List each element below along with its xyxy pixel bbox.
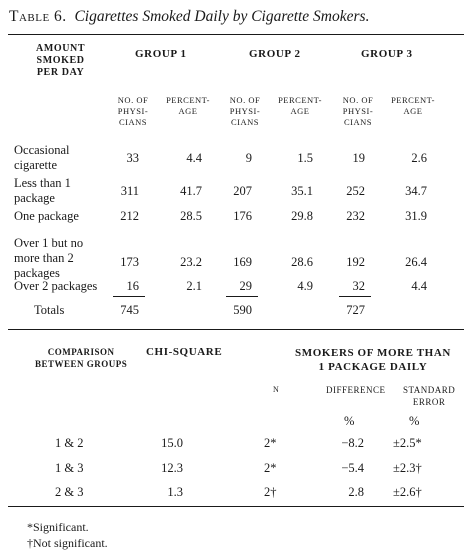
difference-header: DIFFERENCE — [326, 385, 386, 395]
subheader-line: PHYSI- — [229, 106, 261, 116]
subheader-line: NO. OF — [117, 95, 149, 105]
row-label-line: cigarette — [14, 158, 58, 172]
subheader-line: NO. OF — [342, 95, 374, 105]
cell-g1-no: 33 — [126, 151, 139, 165]
cell-g2-no: 207 — [233, 184, 252, 198]
cell-g1-no: 311 — [120, 184, 139, 198]
row-label-less-than-1 — [14, 176, 71, 206]
row-label-line: Over 1 but no — [14, 236, 84, 250]
total-g1: 745 — [120, 303, 139, 317]
comparison-pair: 1 & 2 — [55, 436, 84, 450]
stub-header-line: AMOUNT — [36, 43, 86, 54]
subheader-line: NO. OF — [229, 95, 261, 105]
subheader-line: PERCENT- — [278, 95, 322, 105]
cell-g1-no: 212 — [120, 209, 139, 223]
header-line: STANDARD — [403, 385, 456, 395]
difference-value: −8.2 — [341, 436, 364, 450]
top-rule — [8, 34, 464, 35]
cell-g3-no: 19 — [352, 151, 365, 165]
subheader-line: CIANS — [230, 117, 259, 127]
cell-g2-pct: 4.9 — [297, 279, 313, 293]
subheader-line: CIANS — [118, 117, 147, 127]
n-value: 2* — [264, 461, 277, 475]
total-rule-g1 — [113, 296, 145, 297]
cell-g3-pct: 2.6 — [411, 151, 427, 165]
row-label-line: package — [14, 191, 55, 205]
header-line: 1 PACKAGE DAILY — [318, 361, 428, 373]
total-g2: 590 — [233, 303, 252, 317]
cell-g1-pct: 28.5 — [180, 209, 202, 223]
subheader-line: AGE — [403, 106, 423, 116]
chi-square-header: CHI-SQUARE — [146, 346, 223, 358]
difference-value: 2.8 — [348, 485, 364, 499]
header-line: ERROR — [412, 397, 446, 407]
total-rule-g2 — [226, 296, 258, 297]
cell-g3-no: 32 — [352, 279, 365, 293]
cell-g3-pct: 26.4 — [405, 255, 427, 269]
cell-g3-no: 232 — [346, 209, 365, 223]
g1-pct-header — [160, 95, 216, 117]
stub-header — [36, 43, 85, 79]
subheader-line: PERCENT- — [166, 95, 210, 105]
cell-g2-pct: 1.5 — [297, 151, 313, 165]
cell-g2-no: 9 — [245, 151, 252, 165]
g2-no-header — [220, 95, 270, 128]
subheader-line: PHYSI- — [342, 106, 374, 116]
cell-g2-pct: 29.8 — [291, 209, 313, 223]
cell-g1-pct: 2.1 — [186, 279, 202, 293]
cell-g1-no: 16 — [126, 279, 139, 293]
section-rule — [8, 329, 464, 330]
cell-g1-pct: 4.4 — [186, 151, 202, 165]
cell-g1-pct: 23.2 — [180, 255, 202, 269]
cell-g2-pct: 28.6 — [291, 255, 313, 269]
chi-square-value: 15.0 — [161, 436, 183, 450]
table-title — [9, 8, 369, 26]
row-label-over-2: Over 2 packages — [14, 279, 98, 293]
subheader-line: AGE — [178, 106, 198, 116]
g3-pct-header — [385, 95, 441, 117]
difference-value: −5.4 — [341, 461, 364, 475]
standard-error-value: ±2.5* — [393, 436, 422, 450]
se-unit: % — [409, 414, 420, 428]
row-label-totals: Totals — [34, 303, 65, 317]
subheader-line: PHYSI- — [117, 106, 149, 116]
g1-no-header — [108, 95, 158, 128]
bottom-rule — [8, 506, 464, 507]
row-label-occasional — [14, 143, 70, 173]
cell-g1-pct: 41.7 — [180, 184, 202, 198]
row-label-line: more than 2 — [14, 251, 74, 265]
footnote-not-significant: †Not significant. — [27, 536, 108, 550]
smokers-header — [295, 346, 451, 374]
group-2-header: GROUP 2 — [249, 48, 301, 60]
header-line: BETWEEN GROUPS — [35, 359, 128, 369]
subheader-line: AGE — [290, 106, 310, 116]
cell-g1-no: 173 — [120, 255, 139, 269]
stub-header-line: SMOKED — [36, 55, 85, 66]
subheader-line: CIANS — [343, 117, 372, 127]
total-g3: 727 — [346, 303, 365, 317]
cell-g3-pct: 31.9 — [405, 209, 427, 223]
row-label-line: Occasional — [14, 143, 70, 157]
cell-g3-no: 192 — [346, 255, 365, 269]
cell-g2-no: 29 — [239, 279, 252, 293]
standard-error-header — [403, 384, 455, 408]
standard-error-value: ±2.3† — [393, 461, 422, 475]
cell-g3-pct: 34.7 — [405, 184, 427, 198]
comparison-pair: 2 & 3 — [55, 485, 84, 499]
comparison-pair: 1 & 3 — [55, 461, 84, 475]
g3-no-header — [333, 95, 383, 128]
chi-square-value: 1.3 — [167, 485, 183, 499]
table-number: Table 6. — [9, 8, 67, 25]
group-1-header: GROUP 1 — [135, 48, 187, 60]
table-caption: Cigarettes Smoked Daily by Cigarette Smokers. — [74, 8, 370, 25]
row-label-line: packages — [14, 266, 60, 280]
n-header: N — [273, 385, 280, 394]
difference-unit: % — [344, 414, 355, 428]
total-rule-g3 — [339, 296, 371, 297]
header-line: SMOKERS OF MORE THAN — [295, 347, 451, 359]
row-label-line: Less than 1 — [14, 176, 71, 190]
comparison-header — [35, 346, 127, 370]
chi-square-value: 12.3 — [161, 461, 183, 475]
header-line: COMPARISON — [47, 347, 115, 357]
row-label-over-1 — [14, 236, 83, 281]
n-value: 2† — [264, 485, 277, 499]
cell-g2-no: 169 — [233, 255, 252, 269]
n-value: 2* — [264, 436, 277, 450]
cell-g3-no: 252 — [346, 184, 365, 198]
stub-header-line: PER DAY — [36, 67, 85, 78]
cell-g3-pct: 4.4 — [411, 279, 427, 293]
g2-pct-header — [272, 95, 328, 117]
cell-g2-pct: 35.1 — [291, 184, 313, 198]
footnote-significant: *Significant. — [27, 520, 89, 534]
cell-g2-no: 176 — [233, 209, 252, 223]
standard-error-value: ±2.6† — [393, 485, 422, 499]
group-3-header: GROUP 3 — [361, 48, 413, 60]
row-label-one-package: One package — [14, 209, 79, 223]
subheader-line: PERCENT- — [391, 95, 435, 105]
